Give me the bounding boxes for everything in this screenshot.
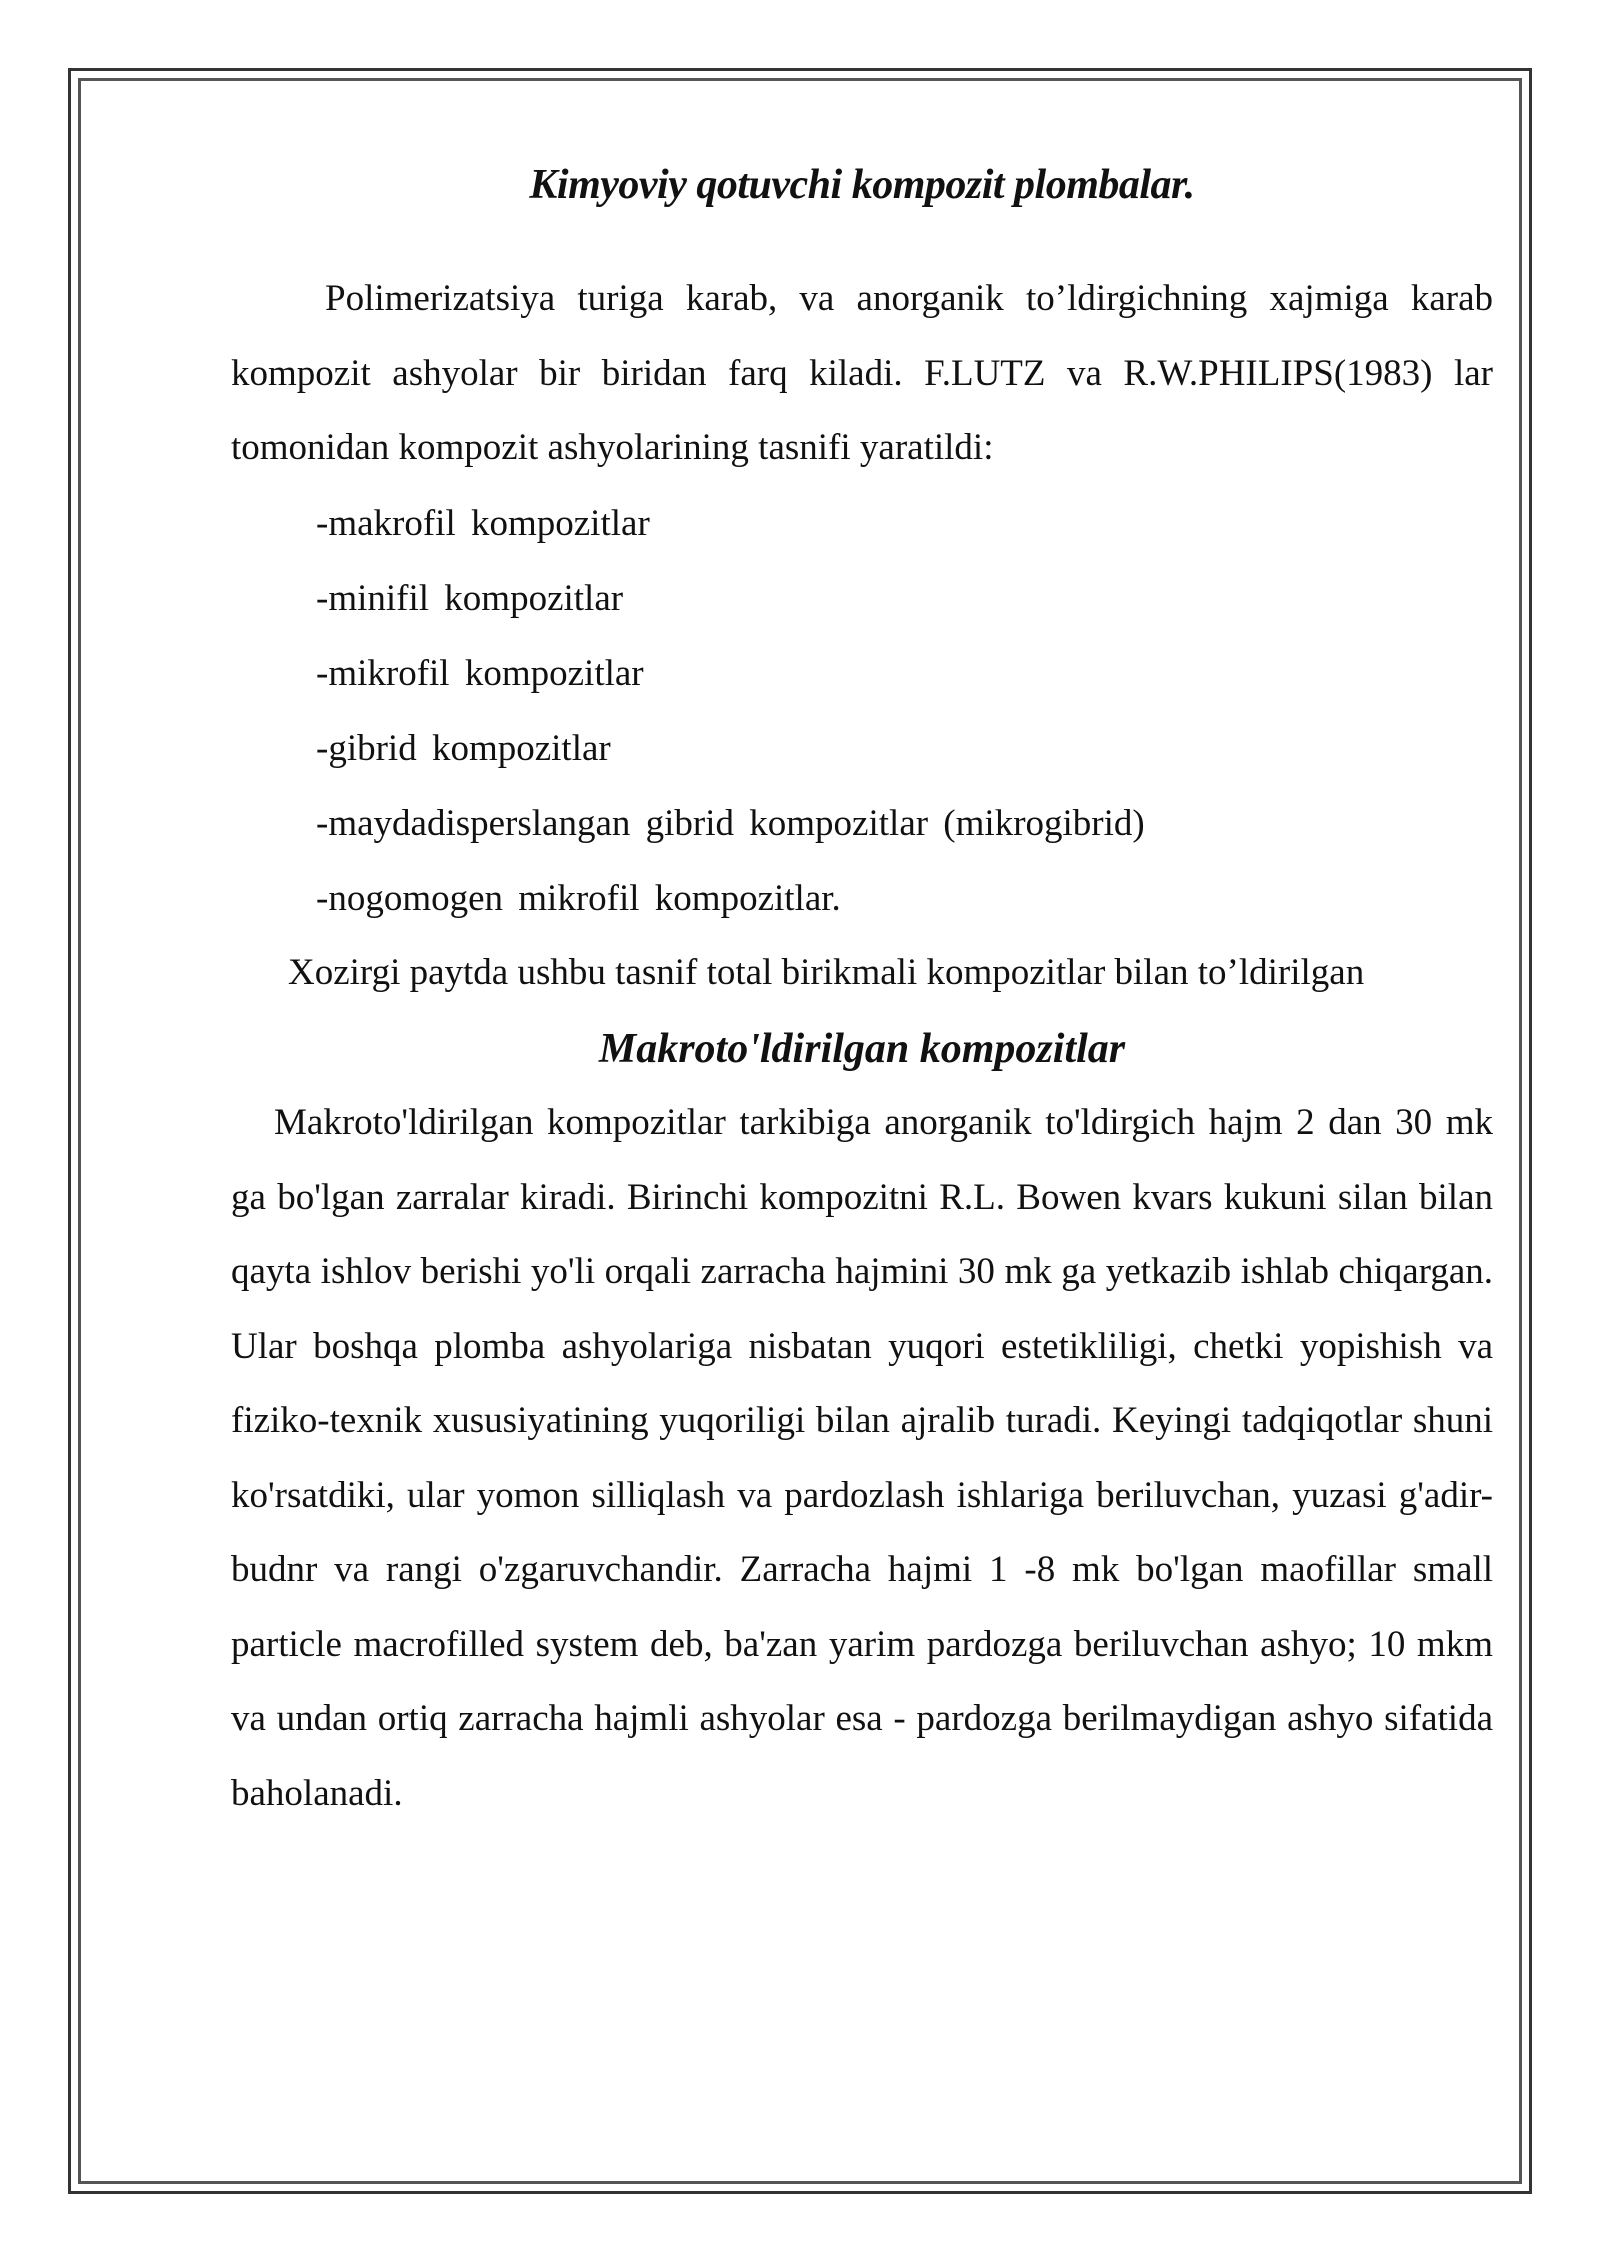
closing-paragraph: Xozirgi paytda ushbu tasnif total birikmali kompozitlar bilan to’ldirilgan	[288, 951, 1365, 993]
document-body	[231, 150, 1493, 1831]
classification-list	[231, 486, 1493, 936]
document-title: Kimyoviy qotuvchi kompozit plombalar.	[529, 162, 1195, 208]
list-item: -gibrid kompozitlar	[316, 727, 611, 769]
list-item: -nogomogen mikrofil kompozitlar.	[316, 877, 841, 919]
section-title: Makroto'ldirilgan kompozitlar	[598, 1026, 1126, 1072]
section-paragraph: Makroto'ldirilgan kompozitlar tarkibiga anorganik to'ldirgich hajm 2 dan 30 mk ga bo'lgan zarralar kiradi. Birinchi kompozitni R.L. Bowen kvars kukuni silan bilan qayta ishlov berishi yo'li orqali zarracha hajmini 30 mk ga yetkazib ishlab chiqargan. Ular boshqa plomba ashyolariga nisbatan yuqori estetikliligi, chetki yopishish va fiziko-texnik xususiyatining yuqoriligi bilan ajralib turadi. Keyingi tadqiqotlar shuni ko'rsatdiki, ular yomon silliqlash va pardozlash ishlariga beriluvchan, yuzasi g'adir-budnr va rangi o'zgaruvchandir. Zarracha hajmi 1 -8 mk bo'lgan maofillar small particle macrofilled system deb, ba'zan yarim pardozga beriluvchan ashyo; 10 mkm va undan ortiq zarracha hajmli ashyolar esa - pardozga berilmaydigan ashyo sifatida baholanadi.	[231, 1102, 1493, 1814]
list-item: -mikrofil kompozitlar	[316, 652, 644, 694]
list-item: -makrofil kompozitlar	[316, 502, 650, 544]
list-item: -maydadisperslangan gibrid kompozitlar (mikrogibrid)	[316, 802, 1145, 844]
intro-paragraph: Polimerizatsiya turiga karab, va anorganik to’ldirgichning xajmiga karab kompozit ashyolar bir biridan farq kiladi. F.LUTZ va R.W.PHILIPS(1983) lar tomonidan kompozit ashyolarining tasnifi yaratildi:	[231, 278, 1493, 468]
list-item: -minifil kompozitlar	[316, 577, 624, 619]
